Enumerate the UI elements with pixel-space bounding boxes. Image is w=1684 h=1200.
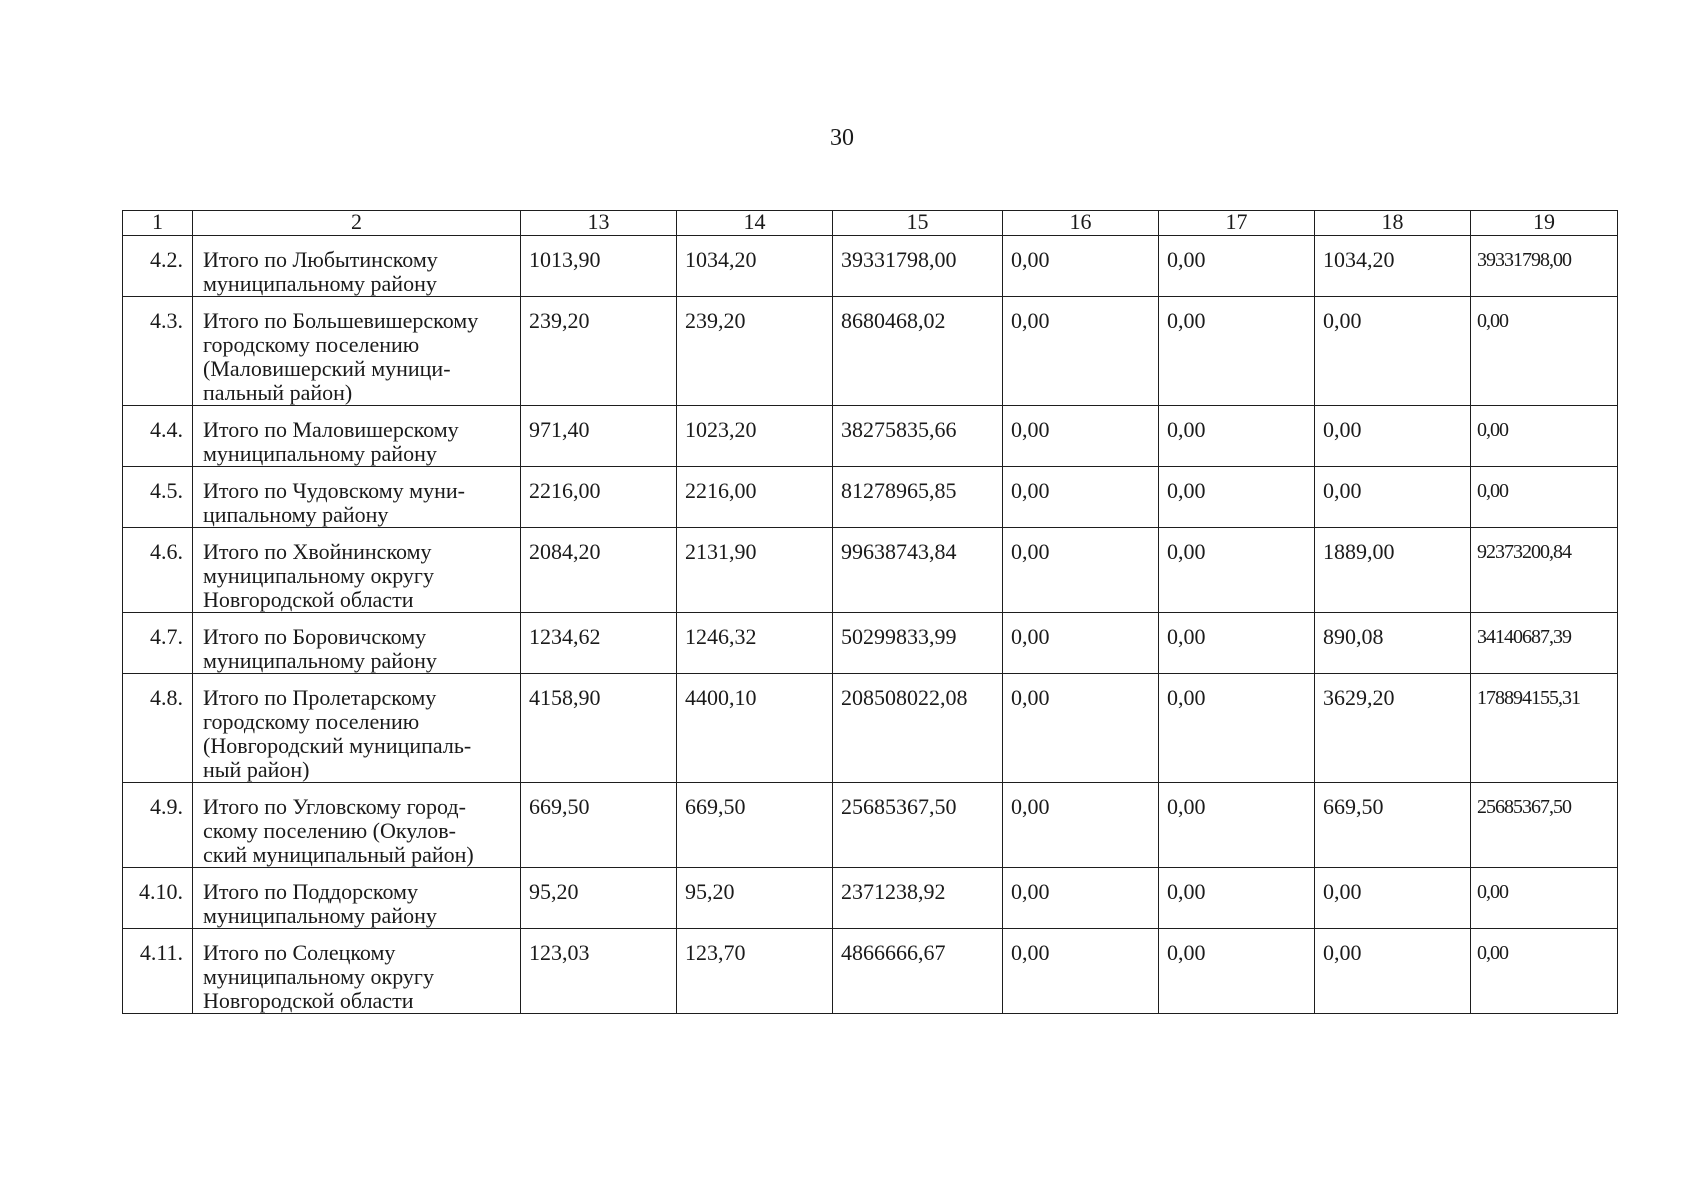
- value-cell: 39331798,00: [833, 236, 1003, 297]
- value-cell: 4400,10: [677, 674, 833, 783]
- value-cell: 3629,20: [1315, 674, 1471, 783]
- table-header: [123, 211, 1618, 236]
- value-cell: 2216,00: [521, 467, 677, 528]
- value-cell: 0,00: [1003, 406, 1159, 467]
- value-cell: 669,50: [677, 783, 833, 868]
- value-cell: 2131,90: [677, 528, 833, 613]
- value-cell: 0,00: [1159, 868, 1315, 929]
- row-name-cell: Итого по Пролетарскому городскому поселению (Новгородский муниципаль- ный район): [193, 674, 521, 783]
- value-cell: 1034,20: [677, 236, 833, 297]
- value-cell: 81278965,85: [833, 467, 1003, 528]
- value-cell: 25685367,50: [833, 783, 1003, 868]
- table-row: [123, 674, 1618, 783]
- value-cell: 2084,20: [521, 528, 677, 613]
- value-cell: 95,20: [677, 868, 833, 929]
- value-cell: 208508022,08: [833, 674, 1003, 783]
- column-header: 13: [521, 211, 677, 236]
- table-row: [123, 528, 1618, 613]
- value-cell: 0,00: [1003, 297, 1159, 406]
- value-cell: 0,00: [1159, 236, 1315, 297]
- value-cell: 0,00: [1471, 297, 1618, 406]
- value-cell: 1246,32: [677, 613, 833, 674]
- value-cell: 0,00: [1159, 613, 1315, 674]
- row-number-cell: 4.8.: [123, 674, 193, 783]
- value-cell: 0,00: [1159, 674, 1315, 783]
- table-row: [123, 783, 1618, 868]
- value-cell: 4158,90: [521, 674, 677, 783]
- value-cell: 0,00: [1003, 613, 1159, 674]
- value-cell: 669,50: [521, 783, 677, 868]
- value-cell: 50299833,99: [833, 613, 1003, 674]
- value-cell: 0,00: [1159, 783, 1315, 868]
- value-cell: 0,00: [1471, 467, 1618, 528]
- value-cell: 1889,00: [1315, 528, 1471, 613]
- table-row: [123, 613, 1618, 674]
- value-cell: 0,00: [1159, 467, 1315, 528]
- value-cell: 178894155,31: [1471, 674, 1618, 783]
- value-cell: 669,50: [1315, 783, 1471, 868]
- column-header: 16: [1003, 211, 1159, 236]
- row-name-cell: Итого по Маловишерскому муниципальному району: [193, 406, 521, 467]
- value-cell: 0,00: [1315, 297, 1471, 406]
- value-cell: 0,00: [1003, 467, 1159, 528]
- value-cell: 1023,20: [677, 406, 833, 467]
- row-number-cell: 4.7.: [123, 613, 193, 674]
- value-cell: 0,00: [1003, 783, 1159, 868]
- column-header: 17: [1159, 211, 1315, 236]
- value-cell: 0,00: [1471, 406, 1618, 467]
- table-row: [123, 297, 1618, 406]
- row-number-cell: 4.9.: [123, 783, 193, 868]
- value-cell: 0,00: [1003, 674, 1159, 783]
- row-name-cell: Итого по Боровичскому муниципальному району: [193, 613, 521, 674]
- row-number-cell: 4.6.: [123, 528, 193, 613]
- value-cell: 0,00: [1471, 868, 1618, 929]
- value-cell: 39331798,00: [1471, 236, 1618, 297]
- value-cell: 99638743,84: [833, 528, 1003, 613]
- row-name-cell: Итого по Поддорскому муниципальному району: [193, 868, 521, 929]
- value-cell: 92373200,84: [1471, 528, 1618, 613]
- column-header: 2: [193, 211, 521, 236]
- value-cell: 95,20: [521, 868, 677, 929]
- value-cell: 0,00: [1471, 929, 1618, 1014]
- column-header: 18: [1315, 211, 1471, 236]
- row-name-cell: Итого по Солецкому муниципальному округу Новгородской области: [193, 929, 521, 1014]
- value-cell: 4866666,67: [833, 929, 1003, 1014]
- row-name-cell: Итого по Хвойнинскому муниципальному округу Новгородской области: [193, 528, 521, 613]
- value-cell: 0,00: [1003, 868, 1159, 929]
- value-cell: 0,00: [1159, 528, 1315, 613]
- row-number-cell: 4.11.: [123, 929, 193, 1014]
- value-cell: 239,20: [677, 297, 833, 406]
- value-cell: 0,00: [1315, 868, 1471, 929]
- value-cell: 0,00: [1159, 929, 1315, 1014]
- value-cell: 890,08: [1315, 613, 1471, 674]
- value-cell: 0,00: [1315, 467, 1471, 528]
- value-cell: 123,03: [521, 929, 677, 1014]
- value-cell: 0,00: [1003, 528, 1159, 613]
- page-number: 30: [830, 125, 854, 151]
- value-cell: 8680468,02: [833, 297, 1003, 406]
- value-cell: 123,70: [677, 929, 833, 1014]
- value-cell: 2216,00: [677, 467, 833, 528]
- value-cell: 239,20: [521, 297, 677, 406]
- row-number-cell: 4.10.: [123, 868, 193, 929]
- data-table: [122, 210, 1618, 1014]
- table-row: [123, 467, 1618, 528]
- value-cell: 38275835,66: [833, 406, 1003, 467]
- value-cell: 1034,20: [1315, 236, 1471, 297]
- row-name-cell: Итого по Любытинскому муниципальному району: [193, 236, 521, 297]
- column-header: 19: [1471, 211, 1618, 236]
- value-cell: 1234,62: [521, 613, 677, 674]
- row-name-cell: Итого по Большевишерскому городскому поселению (Маловишерский муници- пальный район): [193, 297, 521, 406]
- row-number-cell: 4.5.: [123, 467, 193, 528]
- value-cell: 0,00: [1003, 236, 1159, 297]
- column-header: 15: [833, 211, 1003, 236]
- table-row: [123, 868, 1618, 929]
- row-number-cell: 4.2.: [123, 236, 193, 297]
- row-number-cell: 4.3.: [123, 297, 193, 406]
- value-cell: 0,00: [1159, 297, 1315, 406]
- table-body: [123, 236, 1618, 1014]
- value-cell: 1013,90: [521, 236, 677, 297]
- value-cell: 971,40: [521, 406, 677, 467]
- column-header: 1: [123, 211, 193, 236]
- row-number-cell: 4.4.: [123, 406, 193, 467]
- value-cell: 25685367,50: [1471, 783, 1618, 868]
- row-name-cell: Итого по Угловскому город- скому поселению (Окулов- ский муниципальный район): [193, 783, 521, 868]
- value-cell: 34140687,39: [1471, 613, 1618, 674]
- value-cell: 0,00: [1159, 406, 1315, 467]
- table-row: [123, 406, 1618, 467]
- table-row: [123, 236, 1618, 297]
- column-header: 14: [677, 211, 833, 236]
- value-cell: 0,00: [1003, 929, 1159, 1014]
- row-name-cell: Итого по Чудовскому муни- ципальному району: [193, 467, 521, 528]
- value-cell: 2371238,92: [833, 868, 1003, 929]
- value-cell: 0,00: [1315, 929, 1471, 1014]
- header-row: [123, 211, 1618, 236]
- value-cell: 0,00: [1315, 406, 1471, 467]
- table-row: [123, 929, 1618, 1014]
